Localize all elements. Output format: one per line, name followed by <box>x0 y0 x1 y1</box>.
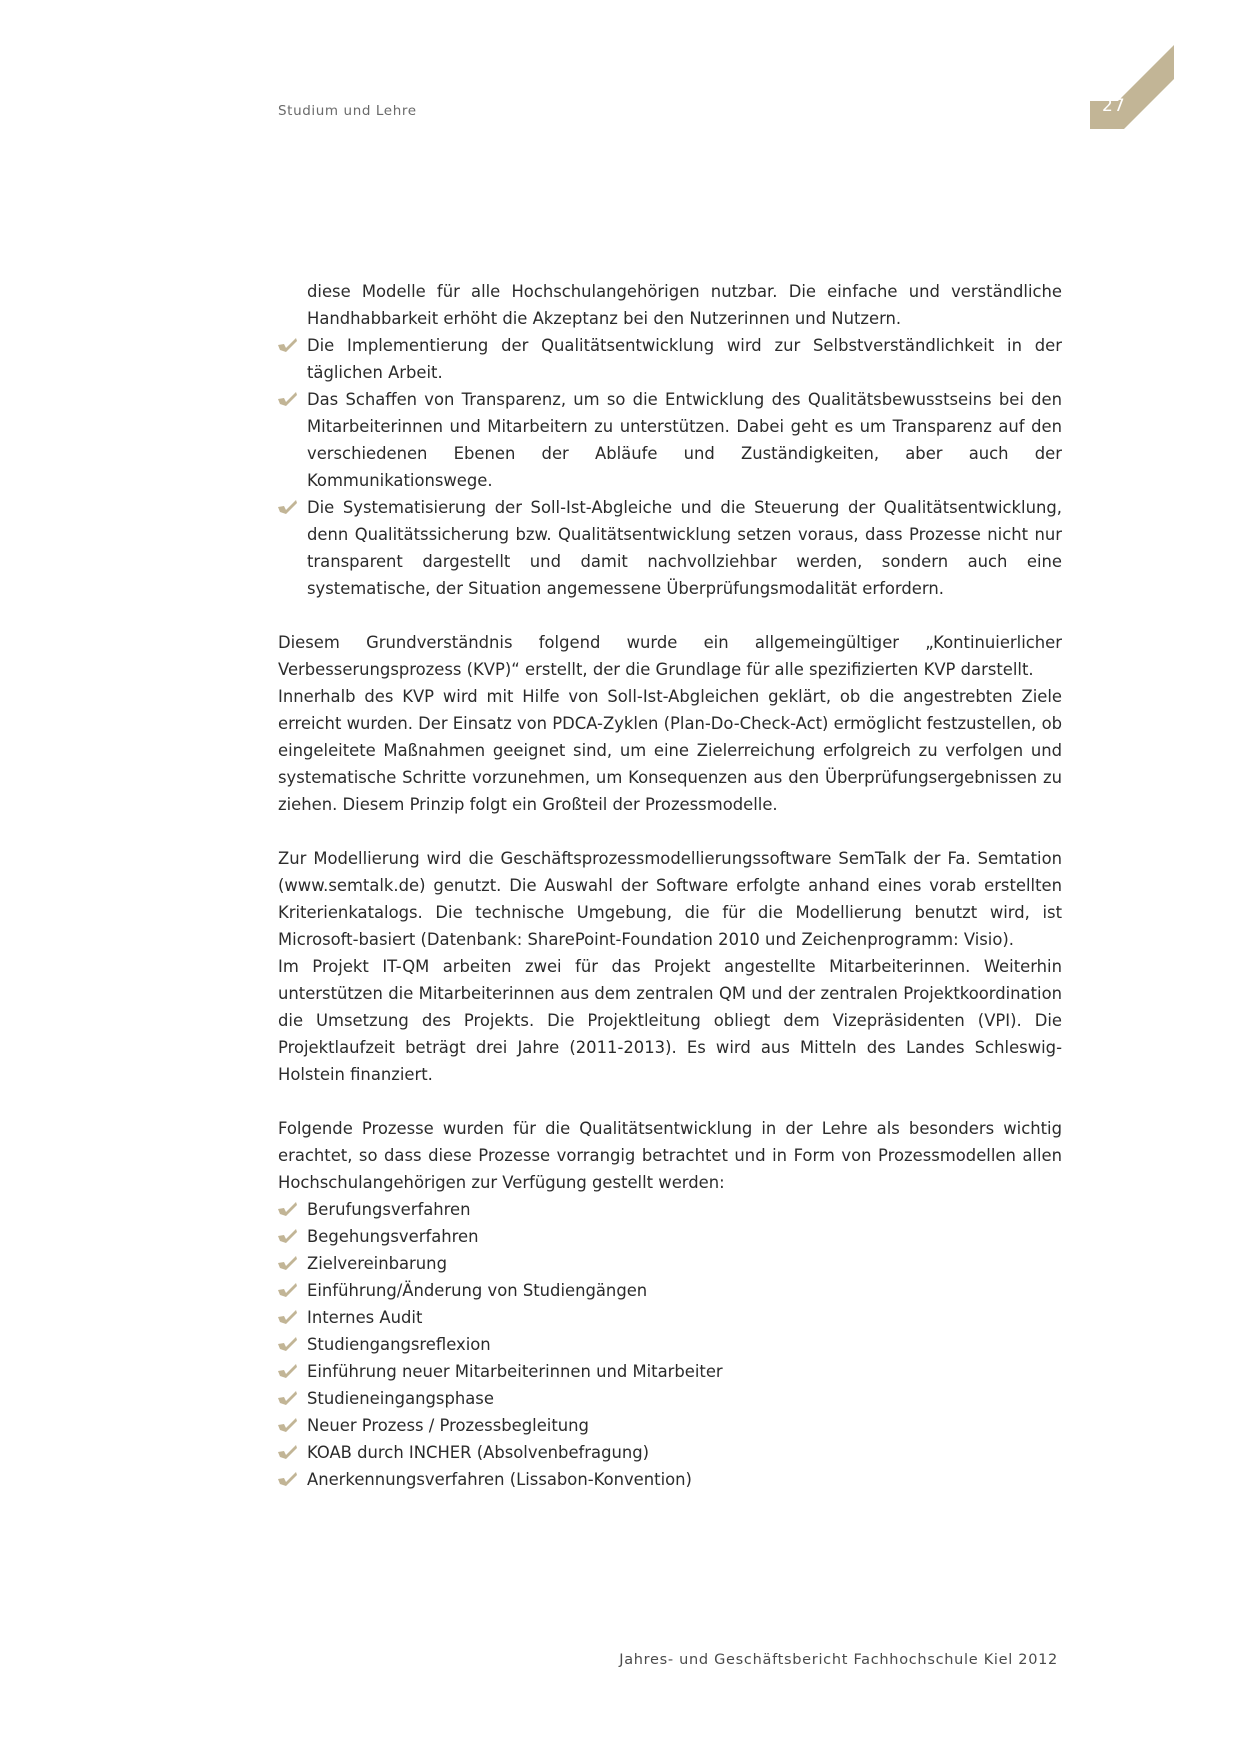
checkmark-pen-icon <box>278 1472 297 1486</box>
process-item-label: Berufungsverfahren <box>307 1200 471 1219</box>
process-item-label: Studiengangsreflexion <box>307 1335 491 1354</box>
checkmark-pen-icon <box>278 1310 297 1324</box>
process-item <box>278 1358 1062 1385</box>
page-number: 27 <box>1102 96 1126 116</box>
checkmark-pen-icon <box>278 1283 297 1297</box>
process-item <box>278 1250 1062 1277</box>
process-item-label: Neuer Prozess / Prozessbegleitung <box>307 1416 589 1435</box>
page-body <box>278 278 1062 1493</box>
checkmark-pen-icon <box>278 1337 297 1351</box>
process-item-label: KOAB durch INCHER (Absolvenbefragung) <box>307 1443 650 1462</box>
page-number-badge <box>1090 45 1174 129</box>
process-item <box>278 1385 1062 1412</box>
paragraph-project: Im Projekt IT-QM arbeiten zwei für das Projekt angestellte Mitarbeiterinnen. Weiterhin unterstützen die Mitarbeiterinnen aus dem zentralen QM und der zentralen Projektkoordination die Umsetzung des Projekts. Die Projektleitung obliegt dem Vizepräsidenten (VPI). Die Projektlaufzeit beträgt drei Jahre (2011-2013). Es wird aus Mitteln des Landes Schleswig-Holstein finanziert. <box>278 957 1062 1084</box>
paragraph-processes-intro: Folgende Prozesse wurden für die Qualitätsentwicklung in der Lehre als besonders wichtig erachtet, so dass diese Prozesse vorrangig betrachtet und in Form von Prozessmodellen allen Hochschulangehörigen zur Verfügung gestellt werden: <box>278 1119 1062 1192</box>
checkmark-pen-icon <box>278 1256 297 1270</box>
checkmark-pen-icon <box>278 500 297 514</box>
list-item <box>278 386 1062 494</box>
process-item <box>278 1439 1062 1466</box>
paragraph-kvp-pdca: Innerhalb des KVP wird mit Hilfe von Soll-Ist-Abgleichen geklärt, ob die angestrebten Ziele erreicht wurden. Der Einsatz von PDCA-Zyklen (Plan-Do-Check-Act) ermöglicht festzustellen, ob eingeleitete Maßnahmen geeignet sind, um eine Zielerreichung erfolgreich zu verfolgen und systematische Schritte vorzunehmen, um Konsequenzen aus den Überprüfungsergebnissen zu ziehen. Diesem Prinzip folgt ein Großteil der Prozessmodelle. <box>278 687 1062 814</box>
checkmark-pen-icon <box>278 1418 297 1432</box>
checkmark-pen-icon <box>278 1391 297 1405</box>
paragraph-software: Zur Modellierung wird die Geschäftsprozessmodellierungssoftware SemTalk der Fa. Semtation (www.semtalk.de) genutzt. Die Auswahl der Software erfolgte anhand eines vorab erstellten Kriterienkatalogs. Die technische Umgebung, die für die Modellierung benutzt wird, ist Microsoft-basiert (Datenbank: SharePoint-Foundation 2010 und Zeichenprogramm: Visio). <box>278 849 1062 949</box>
process-item-label: Begehungsverfahren <box>307 1227 479 1246</box>
list-item-continuation <box>278 278 1062 332</box>
list-item-text: diese Modelle für alle Hochschulangehörigen nutzbar. Die einfache und verständliche Handhabbarkeit erhöht die Akzeptanz bei den Nutzerinnen und Nutzern. <box>307 282 1062 328</box>
process-item-label: Zielvereinbarung <box>307 1254 447 1273</box>
process-item-label: Studieneingangsphase <box>307 1389 494 1408</box>
checkmark-pen-icon <box>278 1364 297 1378</box>
paragraph-kvp-definition: Diesem Grundverständnis folgend wurde ein allgemeingültiger „Kontinuierlicher Verbesserungsprozess (KVP)“ erstellt, der die Grundlage für alle spezifizierten KVP darstellt. <box>278 633 1062 679</box>
process-item <box>278 1331 1062 1358</box>
checkmark-pen-icon <box>278 392 297 406</box>
list-item <box>278 332 1062 386</box>
process-list <box>278 1196 1062 1493</box>
process-item-label: Einführung/Änderung von Studiengängen <box>307 1281 648 1300</box>
list-item-text: Die Implementierung der Qualitätsentwicklung wird zur Selbstverständlichkeit in der täglichen Arbeit. <box>307 336 1062 382</box>
running-header: Studium und Lehre <box>278 103 417 119</box>
process-item-label: Anerkennungsverfahren (Lissabon-Konvention) <box>307 1470 692 1489</box>
process-item <box>278 1277 1062 1304</box>
process-item <box>278 1412 1062 1439</box>
goals-list <box>278 278 1062 602</box>
process-item <box>278 1196 1062 1223</box>
list-item-text: Das Schaffen von Transparenz, um so die Entwicklung des Qualitätsbewusstseins bei den Mitarbeiterinnen und Mitarbeitern zu unterstützen. Dabei geht es um Transparenz auf den verschiedenen Ebenen der Abläufe und Zuständigkeiten, aber auch der Kommunikationswege. <box>307 390 1062 490</box>
process-item-label: Einführung neuer Mitarbeiterinnen und Mitarbeiter <box>307 1362 723 1381</box>
checkmark-pen-icon <box>278 1202 297 1216</box>
process-item <box>278 1223 1062 1250</box>
process-item-label: Internes Audit <box>307 1308 423 1327</box>
list-item <box>278 494 1062 602</box>
checkmark-pen-icon <box>278 1445 297 1459</box>
checkmark-pen-icon <box>278 1229 297 1243</box>
page-corner-shape <box>1090 45 1174 129</box>
process-item <box>278 1466 1062 1493</box>
process-item <box>278 1304 1062 1331</box>
running-footer: Jahres- und Geschäftsbericht Fachhochschule Kiel 2012 <box>619 1652 1058 1668</box>
checkmark-pen-icon <box>278 338 297 352</box>
list-item-text: Die Systematisierung der Soll-Ist-Abgleiche und die Steuerung der Qualitätsentwicklung, denn Qualitätssicherung bzw. Qualitätsentwicklung setzen voraus, dass Prozesse nicht nur transparent dargestellt und damit nachvollziehbar werden, sondern auch eine systematische, der Situation angemessene Überprüfungsmodalität erfordern. <box>307 498 1062 598</box>
